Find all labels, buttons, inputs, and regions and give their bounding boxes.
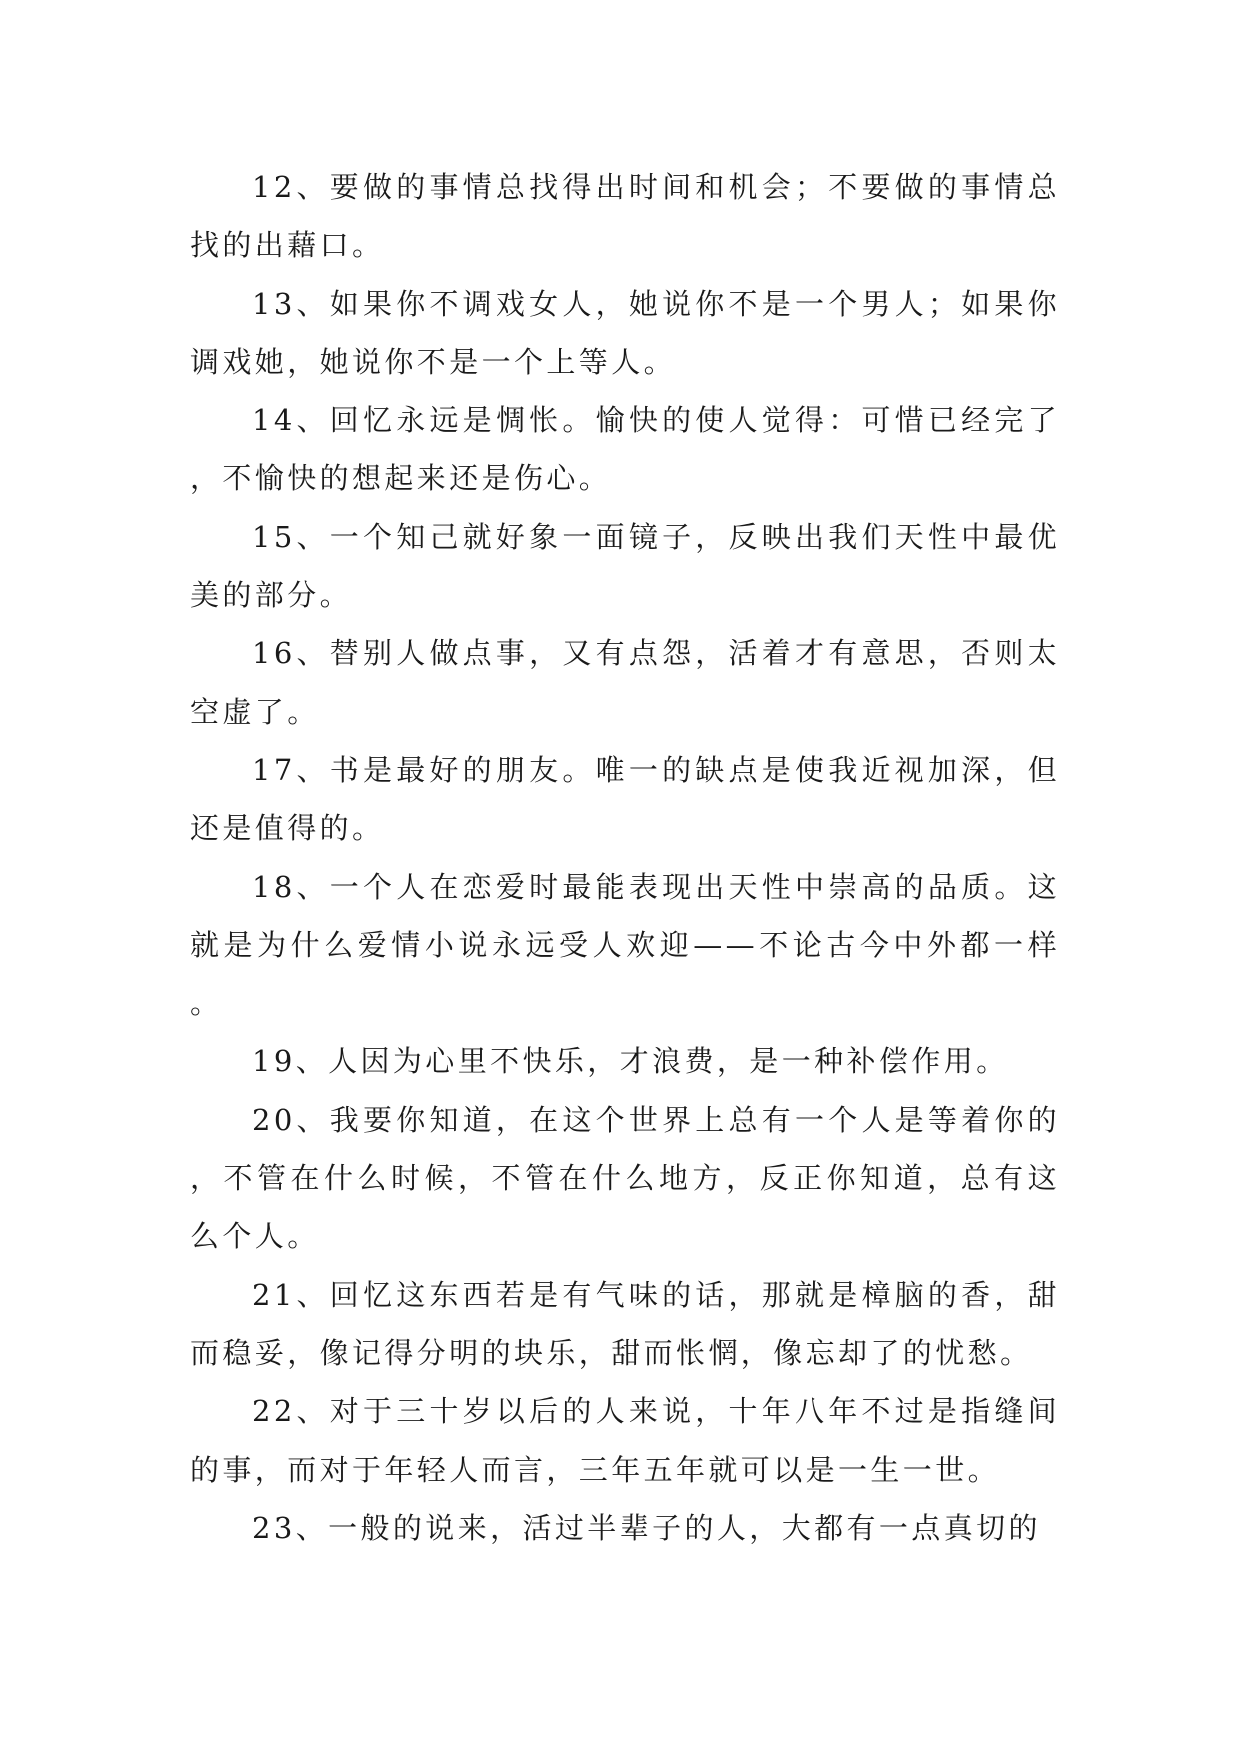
paragraph-13: 13、如果你不调戏女人，她说你不是一个男人；如果你调戏她，她说你不是一个上等人。 [190, 286, 1060, 379]
paragraph-14: 14、回忆永远是惆怅。愉快的使人觉得：可惜已经完了，不愉快的想起来还是伤心。 [190, 403, 1060, 496]
paragraph-18: 18、一个人在恋爱时最能表现出天性中崇高的品质。这就是为什么爱情小说永远受人欢迎——不论古今中外都一样。 [190, 869, 1060, 1021]
document-body [190, 158, 1060, 1557]
paragraph-19: 19、人因为心里不快乐，才浪费，是一种补偿作用。 [252, 1044, 1009, 1079]
paragraph-21: 21、回忆这东西若是有气味的话，那就是樟脑的香，甜而稳妥，像记得分明的块乐，甜而怅惘，像忘却了的忧愁。 [190, 1277, 1060, 1370]
paragraph-15: 15、一个知己就好象一面镜子，反映出我们天性中最优美的部分。 [190, 519, 1060, 613]
paragraph-20: 20、我要你知道，在这个世界上总有一个人是等着你的，不管在什么时候，不管在什么地方，反正你知道，总有这么个人。 [190, 1102, 1060, 1254]
paragraph-17: 17、书是最好的朋友。唯一的缺点是使我近视加深，但还是值得的。 [190, 752, 1060, 846]
paragraph-22: 22、对于三十岁以后的人来说，十年八年不过是指缝间的事，而对于年轻人而言，三年五年就可以是一生一世。 [190, 1394, 1060, 1487]
paragraph-16: 16、替别人做点事，又有点怨，活着才有意思，否则太空虚了。 [190, 636, 1060, 729]
paragraph-23: 23、一般的说来，活过半辈子的人，大都有一点真切的 [252, 1510, 1041, 1545]
paragraph-12: 12、要做的事情总找得出时间和机会；不要做的事情总找的出藉口。 [190, 170, 1060, 263]
